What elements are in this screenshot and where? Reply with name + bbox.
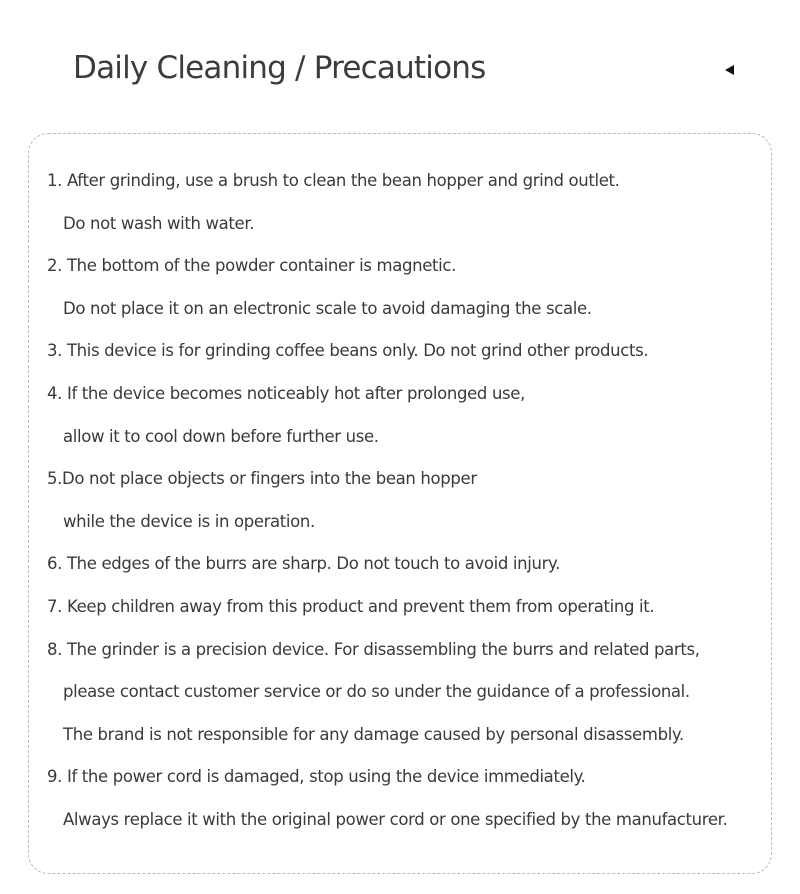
precaution-continuation-line: The brand is not responsible for any damage caused by personal disassembly. xyxy=(63,724,684,744)
precautions-list xyxy=(47,160,727,842)
page-title: Daily Cleaning / Precautions xyxy=(73,50,486,86)
precaution-item: 5.Do not place objects or fingers into the bean hopper xyxy=(47,469,477,489)
precaution-continuation-line: Do not wash with water. xyxy=(63,213,255,233)
precaution-continuation-line: Do not place it on an electronic scale to avoid damaging the scale. xyxy=(63,298,592,318)
caret-left-icon xyxy=(725,65,734,75)
precaution-item: 7. Keep children away from this product and prevent them from operating it. xyxy=(47,596,655,616)
precaution-continuation-line: please contact customer service or do so under the guidance of a professional. xyxy=(63,682,690,702)
precaution-item: 2. The bottom of the powder container is magnetic. xyxy=(47,256,457,276)
collapse-toggle-button[interactable] xyxy=(716,58,742,82)
precaution-continuation-line: Always replace it with the original power cord or one specified by the manufacturer. xyxy=(63,809,728,829)
precaution-item: 9. If the power cord is damaged, stop using the device immediately. xyxy=(47,767,586,787)
precaution-item: 6. The edges of the burrs are sharp. Do not touch to avoid injury. xyxy=(47,554,560,574)
precaution-item: 4. If the device becomes noticeably hot after prolonged use, xyxy=(47,383,526,403)
precaution-item: 1. After grinding, use a brush to clean the bean hopper and grind outlet. xyxy=(47,171,620,190)
precaution-continuation-line: allow it to cool down before further use. xyxy=(63,426,379,446)
precaution-continuation-line: while the device is in operation. xyxy=(63,511,315,531)
precaution-item: 8. The grinder is a precision device. For disassembling the burrs and related parts, xyxy=(47,639,700,659)
precaution-item: 3. This device is for grinding coffee beans only. Do not grind other products. xyxy=(47,341,649,361)
